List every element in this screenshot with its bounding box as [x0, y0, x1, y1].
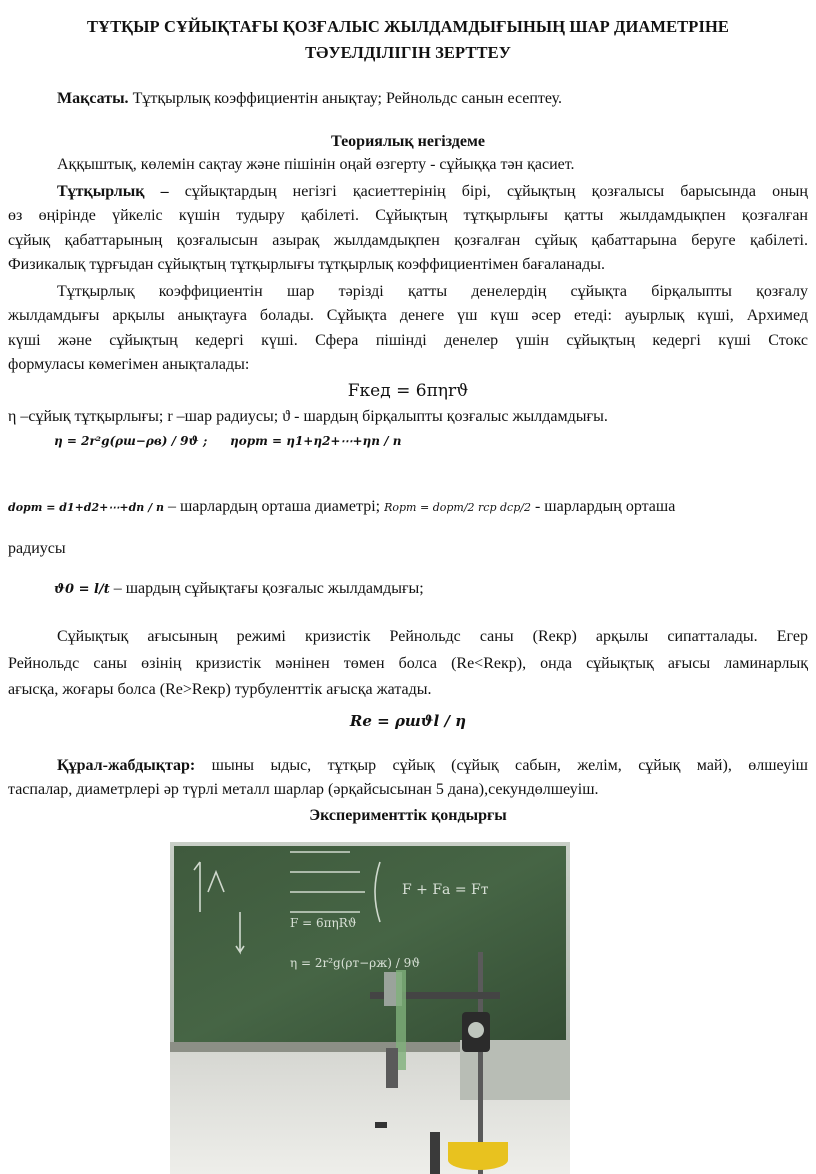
paragraph-3-line-4: формуласы көмегімен анықталады:	[8, 356, 250, 373]
paragraph-4-line-1: Сұйықтық ағысының режимі кризистік Рейнольдс саны (Reкр) арқылы сипатталады. Егер	[57, 628, 808, 645]
paragraph-4-line-2: Рейнольдс саны өзінің кризистік мәнінен төмен болса (Re<Reкр), онда сұйықтық ағысы ламинарлық	[8, 655, 808, 672]
equipment-line-1: Құрал-жабдықтар: шыны ыдыс, тұтқыр сұйық (сұйық сабын, желім, сұйық май), өлшеуіш	[57, 757, 808, 774]
theory-heading: Теориялық негіздеме	[331, 133, 485, 150]
equipment-line-2: таспалар, диаметрлері әр түрлі металл шарлар (әрқайсысынан 5 дана),секундөлшеуіш.	[8, 781, 599, 798]
paragraph-3-line-3: күші және сұйықтың кедергі күші. Сфера пішінді денелер үшін сұйықтың кедергі күші Стокс	[8, 332, 808, 349]
eta-avg-formula-text: ηорт = η1+η2+⋯+ηn / n	[230, 434, 402, 448]
reynolds-formula	[0, 712, 816, 731]
experiment-photo	[170, 842, 570, 1174]
experiment-photo-image	[170, 842, 570, 1174]
eta-formula-text: η = 2r²g(ρш−ρв) / 9ϑ ;	[54, 434, 208, 448]
document-title: ТҰТҚЫР СҰЙЫҚТАҒЫ ҚОЗҒАЛЫС ЖЫЛДАМДЫҒЫНЫҢ ШАР ДИАМЕТРІНЕ ТӘУЕЛДІЛІГІН ЗЕРТТЕУ	[86, 17, 730, 62]
paragraph-2-line-3: сұйық қабаттарының қозғалысын азырақ жылдамдықпен қозғалған сұйық қабаттарына беруге қабілеті.	[8, 232, 808, 249]
board-formula-3: F = 6πηRϑ	[290, 916, 357, 930]
v0-line: ϑ0 = l/t – шардың сұйықтағы қозғалыс жылдамдығы;	[54, 580, 424, 597]
paragraph-2-line-4: Физикалық тұрғыдан сұйықтың тұтқырлығы тұтқырлық коэффициентімен бағаланады.	[8, 256, 605, 273]
paragraph-3-line-2: жылдамдығы арқылы анықтауға болады. Сұйықта денеге үш күш әсер етеді: ауырлық күші, Архимед	[8, 307, 808, 324]
paragraph-2-line-2: өз өңірінде үйкеліс күшін тудыру қабілеті. Сұйықтың тұтқырлығы қатты жылдамдықпен қозғалған	[8, 207, 808, 224]
r-avg-formula: Rорт = dорт/2 rср dср/2	[384, 501, 531, 514]
paragraph-4-line-3: ағысқа, жоғары болса (Re>Reкр) турбуленттік ағысқа жатады.	[8, 681, 432, 698]
v0-formula: ϑ0 = l/t	[54, 582, 110, 597]
goal-line: Мақсаты. Тұтқырлық коэффициентін анықтау; Рейнольдс санын есептеу.	[57, 90, 563, 107]
d-avg-line: dорт = d1+d2+⋯+dn / n – шарлардың орташа диаметрі; Rорт = dорт/2 rср dср/2 - шарлардың орташа	[8, 498, 676, 515]
paragraph-1: Аққыштық, көлемін сақтау және пішінін оңай өзгерту - сұйыққа тән қасиет.	[57, 156, 575, 173]
symbols-line: η –сұйық тұтқырлығы; r –шар радиусы; ϑ - шардың бірқалыпты қозғалыс жылдамдығы.	[8, 408, 608, 425]
board-formula-2: η = 2r²g(ρт−ρж) / 9ϑ	[290, 956, 420, 970]
eta-avg-formula	[230, 432, 401, 450]
eta-formula	[54, 432, 207, 450]
paragraph-3-line-1: Тұтқырлық коэффициентін шар тәрізді қатты денелердің сұйықта бірқалыпты қозғалу	[57, 283, 808, 300]
setup-heading: Эксперименттік қондырғы	[309, 807, 507, 824]
board-formula-1: F + Fа = Fт	[402, 882, 489, 898]
radius-word: радиусы	[8, 540, 66, 557]
d-avg-formula: dорт = d1+d2+⋯+dn / n	[8, 501, 164, 514]
stokes-formula: Fкед = 6πηrϑ	[347, 381, 469, 401]
paragraph-2-line-1: Тұтқырлық – сұйықтардың негізгі қасиеттерінің бірі, сұйықтың қозғалысы барысында оның	[57, 183, 808, 200]
reynolds-formula-text: Re = ρшϑl / η	[349, 712, 467, 730]
